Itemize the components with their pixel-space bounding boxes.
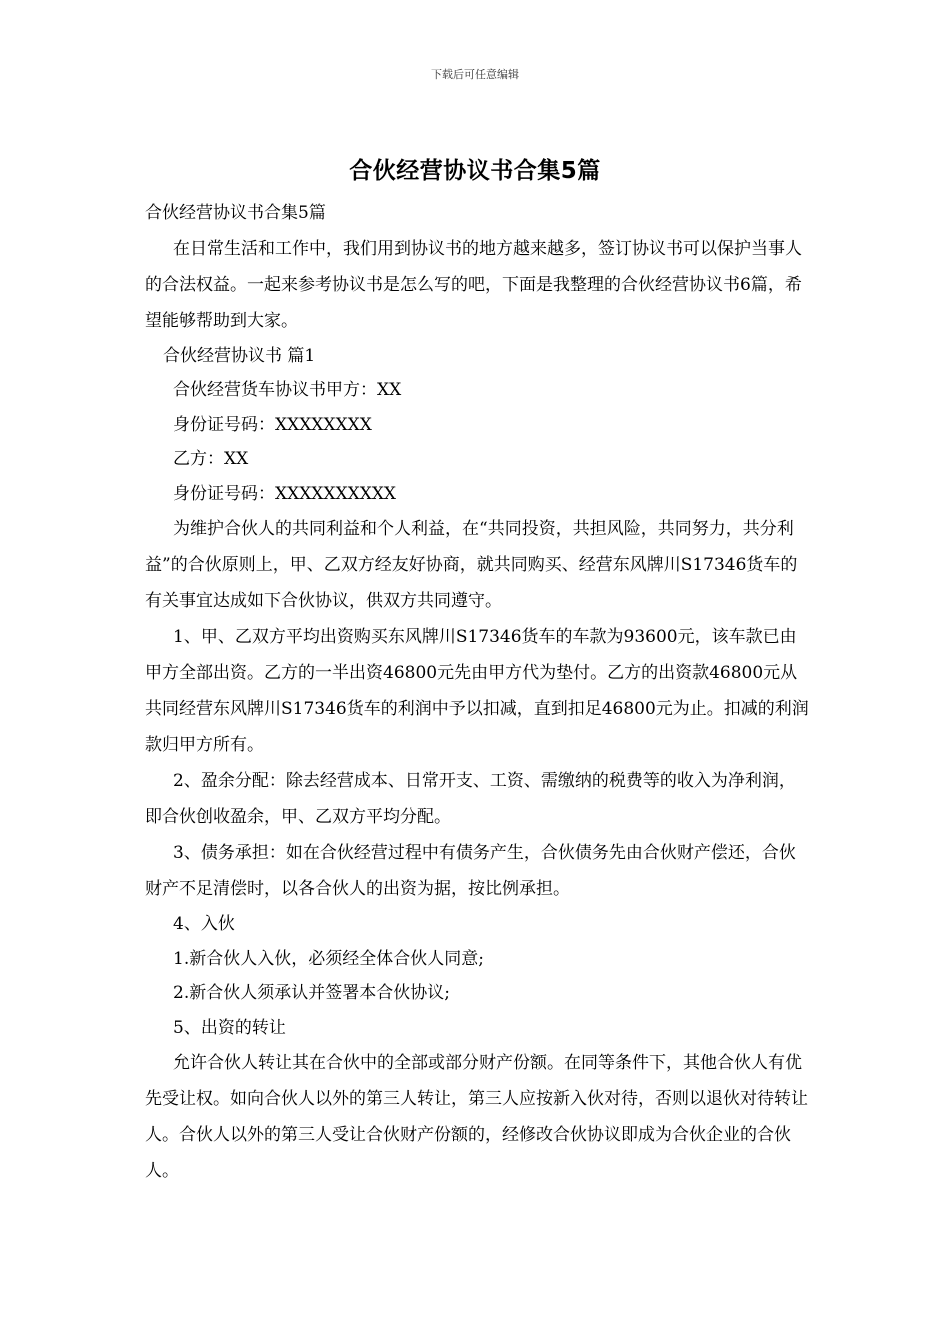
paragraph-party-b: 乙方：XX	[173, 449, 249, 469]
document-title: 合伙经营协议书合集5篇	[349, 158, 601, 184]
document-body	[145, 196, 810, 1189]
clause-5-heading: 5、出资的转让	[173, 1017, 286, 1038]
clause-5-body: 允许合伙人转让其在合伙中的全部或部分财产份额。在同等条件下，其他合伙人有优先受让权。如向合伙人以外的第三人转让，第三人应按新入伙对待，否则以退伙对待转让人。合伙人以外的第三人受让合伙财产份额的，经修改合伙协议即成为合伙企业的合伙人。	[145, 1053, 808, 1181]
paragraph-subtitle: 合伙经营协议书合集5篇	[145, 203, 326, 223]
paragraph-party-a: 合伙经营货车协议书甲方：XX	[173, 380, 402, 400]
paragraph-intro: 在日常生活和工作中，我们用到协议书的地方越来越多，签订协议书可以保护当事人的合法权益。一起来参考协议书是怎么写的吧，下面是我整理的合伙经营协议书6篇，希望能够帮助到大家。	[145, 238, 802, 331]
header-note: 下载后可任意编辑	[431, 68, 519, 81]
clause-4-item-2: 2.新合伙人须承认并签署本合伙协议;	[173, 983, 450, 1003]
clause-4-heading: 4、入伙	[173, 914, 235, 934]
paragraph-id-a: 身份证号码：XXXXXXXX	[173, 414, 372, 435]
paragraph-id-b: 身份证号码：XXXXXXXXXX	[173, 483, 397, 504]
clause-1: 1、甲、乙双方平均出资购买东风牌川S17346货车的车款为93600元，该车款已由甲方全部出资。乙方的一半出资46800元先由甲方代为垫付。乙方的出资款46800元从共同经营东风牌川S17346货车的利润中予以扣减，直到扣足46800元为止。扣减的利润款归甲方所有。	[145, 627, 809, 755]
clause-4-item-1: 1.新合伙人入伙，必须经全体合伙人同意;	[173, 948, 484, 969]
clause-2: 2、盈余分配：除去经营成本、日常开支、工资、需缴纳的税费等的收入为净利润，即合伙创收盈余，甲、乙双方平均分配。	[145, 771, 796, 827]
section-heading-1: 合伙经营协议书 篇1	[163, 345, 316, 366]
clause-3: 3、债务承担：如在合伙经营过程中有债务产生，合伙债务先由合伙财产偿还，合伙财产不足清偿时，以各合伙人的出资为据，按比例承担。	[145, 843, 796, 899]
paragraph-purpose: 为维护合伙人的共同利益和个人利益，在“共同投资，共担风险，共同努力，共分利益”的合伙原则上，甲、乙双方经友好协商，就共同购买、经营东风牌川S17346货车的有关事宜达成如下合伙协议，供双方共同遵守。	[145, 519, 798, 611]
